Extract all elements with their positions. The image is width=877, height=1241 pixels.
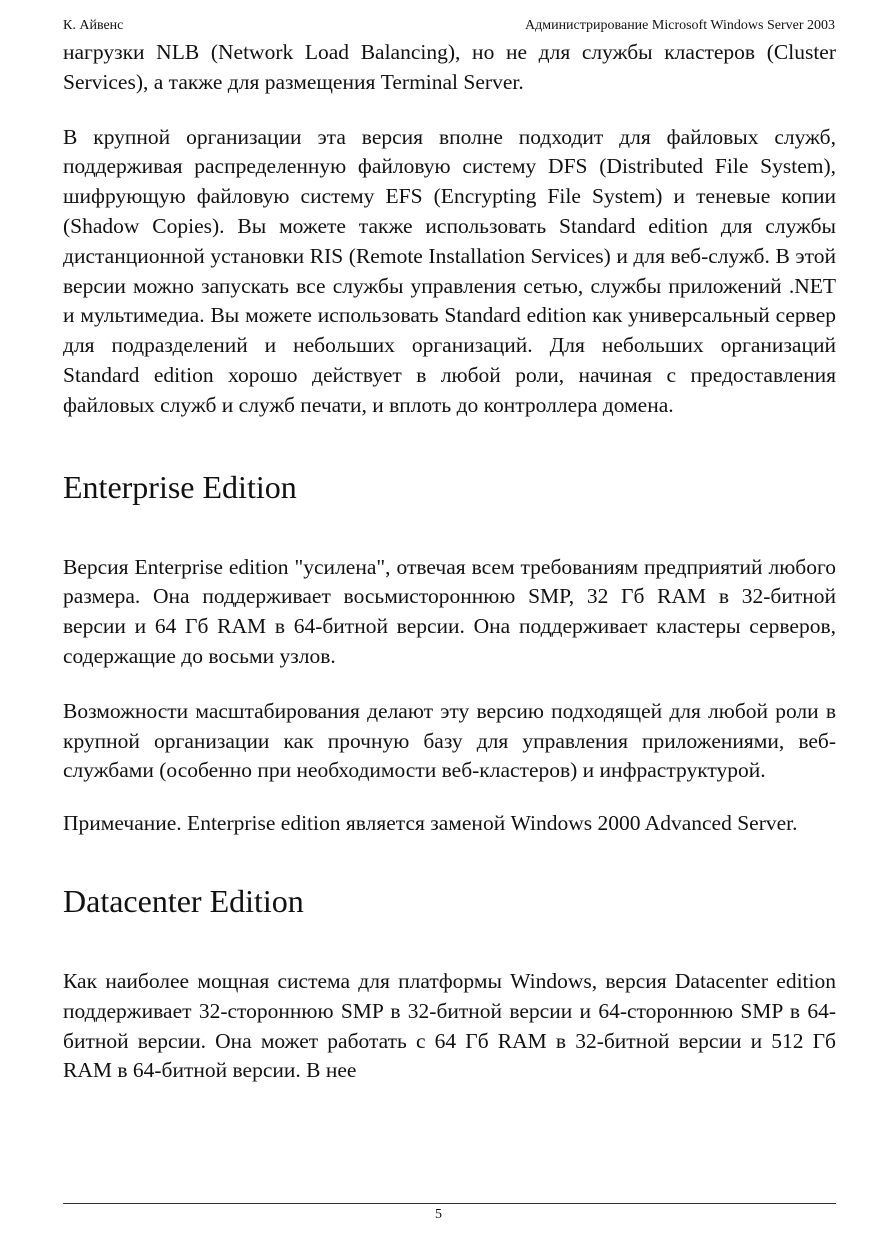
header-author: К. Айвенс	[63, 18, 124, 33]
paragraph-standard-large-org: В крупной организации эта версия вполне подходит для файловых служб, поддерживая распределенную файловую систему DFS (Distributed File System), шифрующую файловую систему EFS (Encrypting File System) и теневые копии (Shadow Copies). Вы можете также использовать Standard edition для службы дистанционной установки RIS (Remote Installation Services) и для веб-служб. В этой версии можно запускать все службы управления сетью, службы приложений .NET и мультимедиа. Вы можете использовать Standard edition как универсальный сервер для подразделений и небольших организаций. Для небольших организаций Standard edition хорошо действует в любой роли, начиная с предоставления файловых служб и служб печати, и вплоть до контроллера домена.	[63, 124, 836, 417]
footer-divider	[63, 1203, 836, 1204]
paragraph-nlb-continuation: нагрузки NLB (Network Load Balancing), но не для службы кластеров (Cluster Services), а также для размещения Terminal Server.	[63, 40, 836, 94]
page-number: 5	[435, 1207, 442, 1222]
paragraph-enterprise-note: Примечание. Enterprise edition является заменой Windows 2000 Advanced Server.	[63, 811, 798, 836]
running-header	[63, 16, 835, 36]
header-book-title: Администрирование Microsoft Windows Server 2003	[524, 18, 835, 33]
page-content	[63, 38, 836, 1086]
heading-datacenter-edition: Datacenter Edition	[63, 882, 304, 919]
paragraph-enterprise-scaling: Возможности масштабирования делают эту версию подходящей для любой роли в крупной организации как прочную базу для управления приложениями, веб-службами (особенно при необходимости веб-кластеров) и инфраструктурой.	[63, 698, 836, 783]
heading-enterprise-edition: Enterprise Edition	[63, 468, 297, 505]
paragraph-enterprise-intro: Версия Enterprise edition "усилена", отвечая всем требованиям предприятий любого размера. Она поддерживает восьмистороннюю SMP, 32 Гб RAM в 32-битной версии и 64 Гб RAM в 64-битной версии. Она поддерживает кластеры серверов, содержащие до восьми узлов.	[63, 554, 836, 668]
paragraph-datacenter-intro: Как наиболее мощная система для платформы Windows, версия Datacenter edition поддерживает 32-стороннюю SMP в 32-битной версии и 64-стороннюю SMP в 64-битной версии. Она может работать с 64 Гб RAM в 32-битной версии и 512 Гб RAM в 64-битной версии. В нее	[63, 968, 836, 1083]
